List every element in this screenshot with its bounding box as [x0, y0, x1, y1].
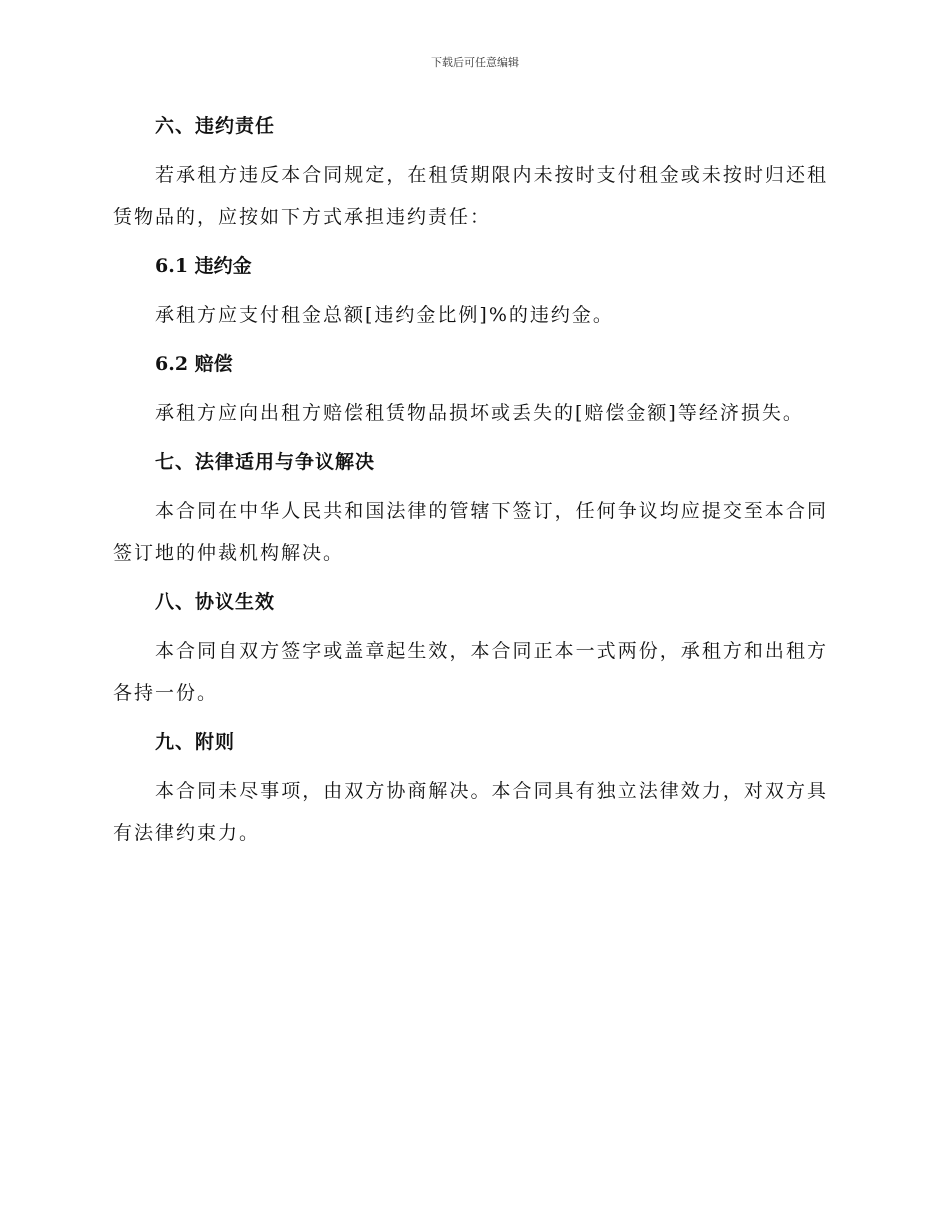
section-8-title: 八、协议生效: [155, 591, 276, 613]
section-6-1-text: 承租方应支付租金总额[违约金比例]%的违约金。: [155, 304, 614, 326]
document-body: [113, 108, 828, 854]
section-6-intro: 若承租方违反本合同规定，在租赁期限内未按时支付租金或未按时归还租赁物品的，应按如下方式承担违约责任：: [113, 164, 828, 228]
section-6-1-title: 6.1 违约金: [155, 255, 252, 277]
section-6-2-title: 6.2 赔偿: [155, 353, 233, 375]
section-7-text: 本合同在中华人民共和国法律的管辖下签订，任何争议均应提交至本合同签订地的仲裁机构解决。: [113, 500, 828, 564]
section-8-text: 本合同自双方签字或盖章起生效，本合同正本一式两份，承租方和出租方各持一份。: [113, 640, 828, 704]
section-6-title: 六、违约责任: [155, 115, 276, 137]
section-7-title: 七、法律适用与争议解决: [155, 451, 376, 473]
page-header: 下载后可任意编辑: [431, 56, 519, 69]
section-9-title: 九、附则: [155, 731, 236, 753]
section-9-text: 本合同未尽事项，由双方协商解决。本合同具有独立法律效力，对双方具有法律约束力。: [113, 780, 828, 844]
section-6-2-text: 承租方应向出租方赔偿租赁物品损坏或丢失的[赔偿金额]等经济损失。: [155, 402, 804, 424]
